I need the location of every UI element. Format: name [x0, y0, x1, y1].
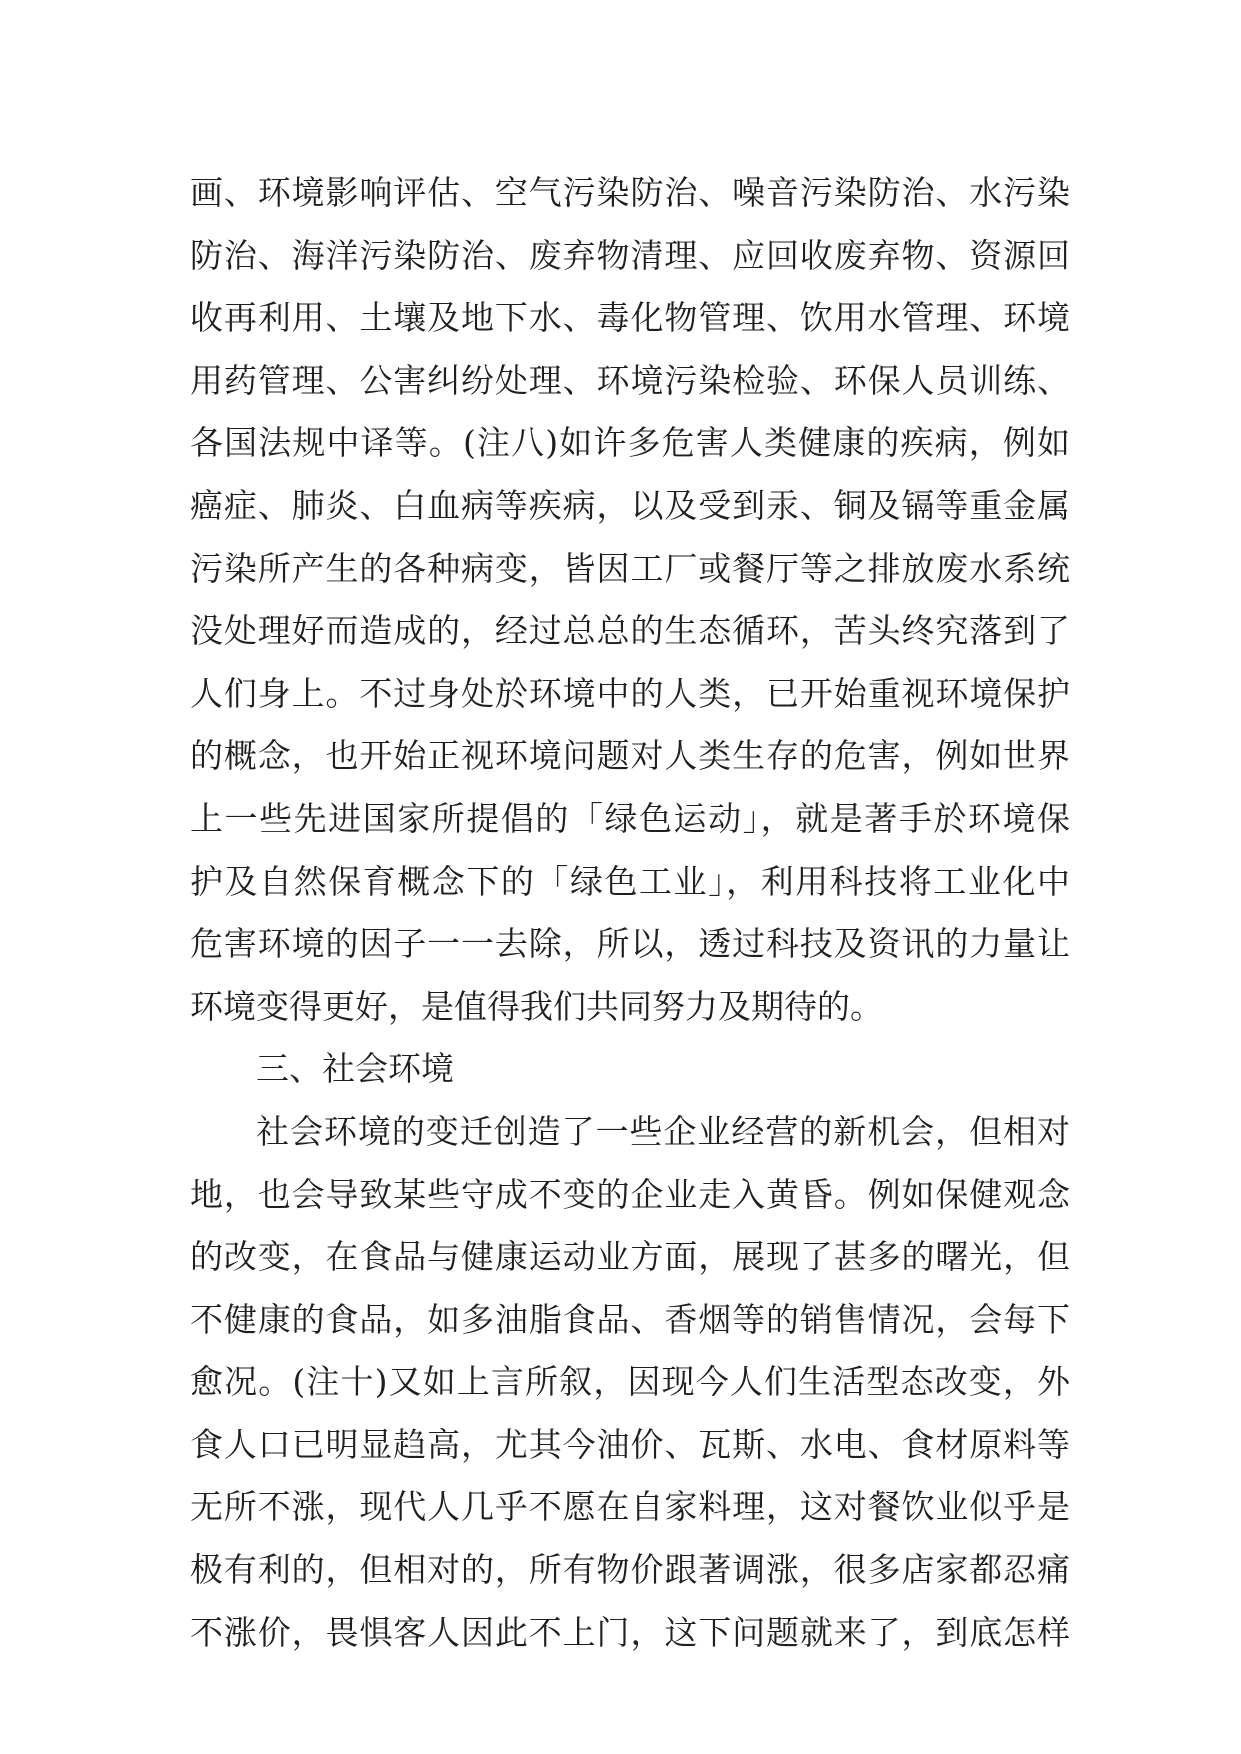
text-line: 的概念，也开始正视环境问题对人类生存的危害，例如世界 — [190, 736, 1070, 776]
text-line: 收再利用、土壤及地下水、毒化物管理、饮用水管理、环境 — [190, 298, 1070, 338]
text-line: 没处理好而造成的，经过总总的生态循环，苦头终究落到了 — [190, 611, 1070, 651]
text-line: 用药管理、公害纠纷处理、环境污染检验、环保人员训练、 — [190, 360, 1070, 400]
text-line: 防治、海洋污染防治、废弃物清理、应回收废弃物、资源回 — [190, 235, 1070, 275]
text-line: 上一些先进国家所提倡的「绿色运动」，就是著手於环境保 — [190, 798, 1070, 838]
text-line: 食人口已明显趋高，尤其今油价、瓦斯、水电、食材原料等 — [190, 1424, 1070, 1464]
text-line: 癌症、肺炎、白血病等疾病，以及受到汞、铜及镉等重金属 — [190, 485, 1070, 525]
text-line: 画、环境影响评估、空气污染防治、噪音污染防治、水污染 — [190, 173, 1070, 212]
text-line: 环境变得更好，是值得我们共同努力及期待的。 — [190, 986, 883, 1026]
paragraph-1 — [190, 162, 1070, 1038]
text-line: 危害环境的因子一一去除，所以，透过科技及资讯的力量让 — [190, 924, 1070, 964]
paragraph-2 — [190, 1101, 1070, 1664]
text-line: 人们身上。不过身处於环境中的人类，已开始重视环境保护 — [190, 673, 1070, 713]
section-heading: 三、社会环境 — [256, 1049, 454, 1089]
text-line: 护及自然保育概念下的「绿色工业」，利用科技将工业化中 — [190, 861, 1070, 901]
text-line: 地，也会导致某些守成不变的企业走入黄昏。例如保健观念 — [190, 1174, 1070, 1214]
text-line: 污染所产生的各种病变，皆因工厂或餐厅等之排放废水系统 — [190, 548, 1070, 588]
text-line: 各国法规中译等。(注八)如许多危害人类健康的疾病，例如 — [190, 423, 1070, 463]
text-line: 社会环境的变迁创造了一些企业经营的新机会，但相对 — [256, 1111, 1070, 1151]
text-line: 的改变，在食品与健康运动业方面，展现了甚多的曙光，但 — [190, 1237, 1070, 1277]
text-line: 不涨价，畏惧客人因此不上门，这下问题就来了，到底怎样 — [190, 1612, 1070, 1652]
text-line: 无所不涨，现代人几乎不愿在自家料理，这对餐饮业似乎是 — [190, 1487, 1070, 1527]
text-line: 不健康的食品，如多油脂食品、香烟等的销售情况，会每下 — [190, 1299, 1070, 1339]
text-line: 极有利的，但相对的，所有物价跟著调涨，很多店家都忍痛 — [190, 1550, 1070, 1590]
document-body — [190, 162, 1070, 1664]
text-line: 愈况。(注十)又如上言所叙，因现今人们生活型态改变，外 — [190, 1362, 1070, 1402]
